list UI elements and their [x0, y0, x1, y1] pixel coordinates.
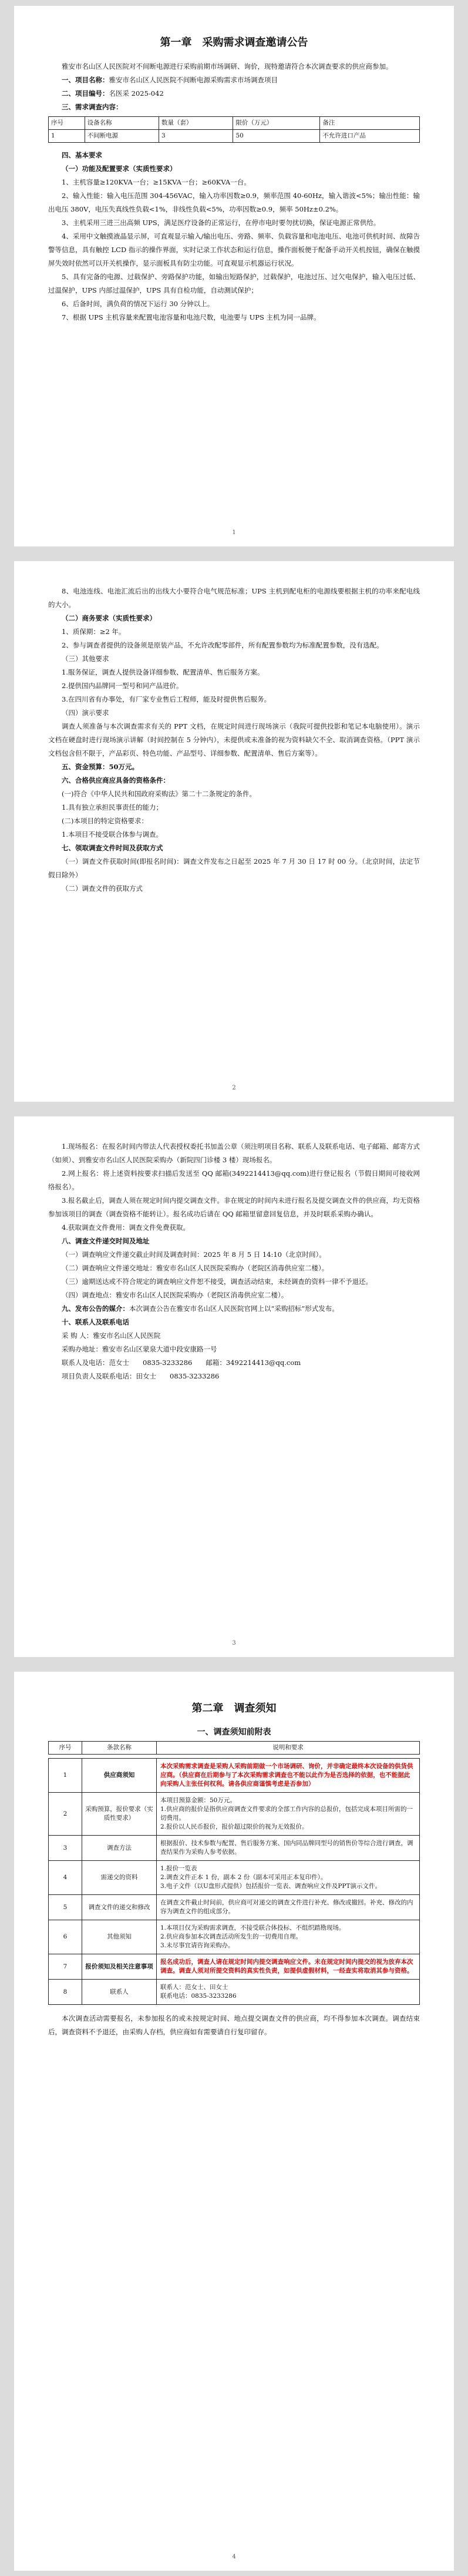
project-name: 雅安市名山区人民医院不间断电源采购需求市场调查项目 [109, 76, 278, 84]
demo-paragraph: 调查人须准备与本次调查需求有关的 PPT 文档，在规定时间进行现场演示（我院可提供投影和笔记本电脑使用）。演示文档在硬盘时进行现场演示讲解（时间控制在 5 分钟内），未提供或未准备的视为资料缺欠不全、取消调查资格。（PPT 演示文档包含但不限于，产品彩页、特色功能、产品型号、详细参数、配置清单、售后方案等）。 [48, 722, 420, 757]
budget-line [48, 760, 420, 774]
clause-name: 供应商须知 [82, 1759, 157, 1793]
section-heading: 七、领取调查文件时间及获取方式 [62, 844, 163, 852]
document-page-3 [14, 1116, 454, 1657]
clause-name: 采购预算，报价要求（实质性要求） [82, 1793, 157, 1836]
chapter-title: 第一章 采购需求调查邀请公告 [160, 36, 308, 49]
table-header-cell: 序号 [49, 1742, 82, 1755]
clause-description: 1.报价一览表 2.调查文件正本 1 份，副本 2 份（副本可采用正本复印件）。 3.电子文件（以U盘形式提供）包括报价一览表、调查响应文件及PPT演示文件。 [157, 1861, 420, 1895]
project-number-line [48, 87, 420, 100]
requirement-item: 3.在四川省有办事处，有厂家专业售后工程师，能及时提供售后服务。 [62, 695, 271, 703]
requirement-item: 2.提供国内品牌同一型号和同产品进价。 [62, 682, 183, 690]
clause-name: 需递交的资料 [82, 1861, 157, 1895]
clause-description: 根据报价、技术参数与配置、售后服务方案、国内同品牌同型号的销售价等综合进行调查，调查结果作为采购人参考依据。 [157, 1836, 420, 1861]
subsection-heading: （四）演示要求 [62, 709, 109, 717]
section-heading: 八、调查文件递交时间及地址 [62, 1237, 150, 1245]
requirement-item: 1、质保期：≥2 年。 [62, 628, 126, 636]
row-number: 7 [49, 1954, 82, 1980]
table-header-cell: 序号 [49, 117, 85, 130]
table-row [49, 130, 420, 143]
requirement-item: 3、主机采用三进三出高频 UPS，满足医疗设备的正常运行，在停市电时要勿扰切换，保证电源正常供给。 [62, 219, 381, 227]
table-row [49, 1861, 420, 1895]
section-label: 二、项目编号： [62, 89, 109, 98]
table-cell: 50 [233, 130, 320, 143]
requirement-item: 2、参与调查者提供的设备须是原装产品，不允许改配零部件，所有配置参数均为标准配置参数，没有选配。 [62, 641, 383, 649]
requirement-item: 7、根据 UPS 主机容量来配置电池容量和电池尺数，电池要与 UPS 主机为同一品牌。 [62, 313, 321, 321]
contact-item: 联系人及电话：范女士 0835-3233286 邮箱：3492214413@qq.com [62, 1359, 301, 1367]
footer-note: 本次调查活动需要报名，未参加报名的或未按规定时间、地点提交调查文件的供应商，均不得参加本次调查。调查结束后，调查资料不予退还，由采购人存档，供应商如有需要请自行复印留存。 [48, 2014, 420, 2036]
intro-paragraph: 雅安市名山区人民医院对不间断电源进行采购前期市场调研、询价，现特邀请符合本次调查要求的供应商参加。 [62, 62, 393, 71]
registration-item: 4.获取调查文件费用：调查文件免费获取。 [62, 1223, 190, 1232]
section-label: 一、项目名称： [62, 76, 109, 84]
table-header-cell: 数量（套） [159, 117, 233, 130]
table-row [49, 1759, 420, 1793]
table-row [49, 1980, 420, 2005]
qualification-item: (二)本项目的特定资格要求： [62, 817, 148, 825]
table-cell: 3 [159, 130, 233, 143]
clause-description: 报名成功后，调查人请在规定时间内提交调查响应文件。未在规定时间内提交的视为放弃本次调查。调查人须对所提交资料的真实性负责，如提供虚假材料，一经查实将取消其参与资格。 [157, 1954, 420, 1980]
chapter-title: 第二章 调查须知 [191, 1702, 277, 1715]
row-number: 1 [49, 1759, 82, 1793]
media-line [48, 1302, 420, 1316]
clause-name: 其他须知 [82, 1920, 157, 1954]
requirement-item: 1、主机容量≥120KVA一台；≥15KVA一台；≥60KVA一台。 [62, 178, 251, 186]
row-number: 4 [49, 1861, 82, 1895]
document-page-2 [14, 561, 454, 1102]
row-number: 8 [49, 1980, 82, 2005]
requirement-item: 2、输入性能：输入电压范围 304-456VAC，输入功率因数≥0.9，频率范围 40-60Hz，输入谐波<5%；输出性能：输出电压 380V，电压失真线性负载<1%，非线性负载<5%，功率因数≥0.9，频率 50Hz±0.2%。 [48, 192, 420, 213]
delivery-item: （一）调查响应文件递交截止时间及调查时间：2025 年 8 月 5 日 14:10（北京时间）。 [62, 1250, 326, 1259]
clause-description: 1.本项目仅为采购需求调查，不接受联合体投标、不组织踏勘现场。 2.供应商参加本次调查活动所发生的一切费用自理。 3.未尽事宜请咨询采购办。 [157, 1920, 420, 1954]
time-item: （二）调查文件的获取方式 [62, 884, 143, 893]
table-row [49, 1836, 420, 1861]
row-number: 2 [49, 1793, 82, 1836]
contact-item: 采购办地址：雅安市名山区蒙泉大道中段安康路一号 [62, 1345, 217, 1353]
section-heading: 十、联系人及联系电话 [62, 1318, 129, 1326]
project-number: 名医采 2025-042 [109, 89, 164, 98]
requirement-item: 8、电池连线、电池汇流后出的出线大小要符合电气规范标准；UPS 主机到配电柜的电源线要根据主机的功率来配电线的大小。 [48, 587, 420, 609]
section-label: 五、资金预算： [62, 763, 109, 771]
clause-name: 联系人 [82, 1980, 157, 2005]
clause-description: 本次采购需求调查是采购人采购前期做一个市场调研、询价，并非确定最终本次设备的供货供应商。（供应商在后期参与了本次采购需求调查也不能以此作为是否选择的依据，也不能据此向采购人主张任何权利。请各供应商谨慎考虑是否参加） [157, 1759, 420, 1793]
table-row [49, 1920, 420, 1954]
notice-detail-table [48, 1758, 420, 2005]
registration-item: 1.现场报名：在报名时间内带法人代表授权委托书加盖公章（须注明项目名称、联系人及联系电话、电子邮箱、邮寄方式（如须）、到雅安市名山区人民医院采购办（新院四门诊楼 3 楼）现场报名。 [48, 1142, 420, 1164]
table-header-row [49, 117, 420, 130]
notice-table [48, 1741, 420, 1755]
delivery-item: （三）逾期送达或不符合规定的调查响应文件恕不接受，调查活动结束，未经调查的资料一律不予退还。 [62, 1277, 372, 1286]
table-header-cell: 备注 [320, 117, 420, 130]
media-value: 本次调查公告在雅安市名山区人民医院官网上以“采购招标”形式发布。 [129, 1304, 339, 1313]
clause-name: 调查文件的递交和修改 [82, 1895, 157, 1920]
table-header-cell: 设备名称 [85, 117, 159, 130]
table-header-row [49, 1742, 420, 1755]
contact-item: 项目负责人及联系电话：田女士 0835-3233286 [62, 1372, 220, 1380]
clause-name: 调查方法 [82, 1836, 157, 1861]
qualification-item: 1.具有独立承担民事责任的能力； [62, 803, 163, 811]
time-item: （一）调查文件获取时间(即报名时间)：调查文件发布之日起至 2025 年 7 月 30 日 17 时 00 分。（北京时间，法定节假日除外） [48, 857, 420, 879]
document-page-1 [14, 6, 454, 546]
document-page-4 [14, 1672, 454, 2571]
budget-value: 50万元。 [109, 763, 139, 771]
page-number: 3 [232, 1640, 236, 1646]
table-row [49, 1793, 420, 1836]
table-row [49, 1954, 420, 1980]
registration-item: 2.网上报名：将上述资料按要求扫描后发送至 QQ 邮箱(3492214413@qq.com)进行登记报名（节假日期间可接收网络报名）。 [48, 1169, 420, 1191]
subsection-heading: （三）其他要求 [62, 655, 109, 663]
delivery-item: （二）调查响应文件递交地址：雅安市名山区人民医院采购办（老院区消毒供应室二楼）。 [62, 1264, 329, 1272]
row-number: 6 [49, 1920, 82, 1954]
table-header-cell: 条款名称 [82, 1742, 157, 1755]
table-header-cell: 限价（万元） [233, 117, 320, 130]
section-label: 九、发布公告的媒介： [62, 1304, 129, 1313]
row-number: 5 [49, 1895, 82, 1920]
table-cell: 不间断电源 [85, 130, 159, 143]
requirement-item: 4、采用中文触摸液晶显示屏，可直观显示输入/输出电压、旁路、频率、负载容量和电池电压、电池可供机时间、故障告警等信息，具有触控 LCD 指示的操作界面，实时记录工作状态和运行信息，操作面板便于配备手动开关机按钮，确保在触摸屏失效时依然可以开关机操作，显示面板具有防尘功能。可直观显示机器运行状况。 [48, 232, 420, 267]
table-cell: 1 [49, 130, 85, 143]
qualification-item: (一)符合《中华人民共和国政府采购法》第二十二条规定的条件。 [62, 790, 256, 798]
table-header-cell: 说明和要求 [157, 1742, 420, 1755]
requirement-item: 1.服务保证，调查人提供设备详细参数、配置清单、售后服务方案。 [62, 668, 264, 676]
requirement-item: 5、具有完备的电源、过载保护、旁路保护功能，如输出短路保护，过载保护，电池过压、过欠电保护，输入电压过低、过温保护，UPS 内部过温保护，UPS 具有自检功能，自动测试保护； [48, 273, 420, 294]
clause-description: 本项目预算金额：50万元。 1.供应商的报价是指供应商调查文件要求的全部工作内容的总报价，包括完成本项目所需的一切费用。 2.报价以人民币报价，报价超过限价的视为无效报价。 [157, 1793, 420, 1836]
project-name-line [48, 73, 420, 87]
page-number: 1 [232, 529, 236, 536]
requirement-table [48, 116, 420, 143]
table-title: 一、调查须知前附表 [197, 1728, 271, 1737]
registration-item: 3.报名截止后，调查人须在规定时间内提交调查文件。非在规定的时间内未进行报名及提交调查文件的供应商，均无资格参加该项目的调查（调查资格不能转让）。报名成功后请在 QQ 邮箱里留意回复信息，并及时联系采购办确认。 [48, 1196, 420, 1218]
subsection-heading: （一）功能及配置要求（实质性要求） [62, 165, 177, 173]
subsection-heading: （二）商务要求（实质性要求） [62, 614, 156, 622]
clause-name: 报价须知及相关注意事项 [82, 1954, 157, 1980]
delivery-item: （四）调查地点：雅安市名山区人民医院采购办（老院区消毒供应室二楼）。 [62, 1291, 288, 1299]
page-number: 4 [232, 2554, 236, 2560]
requirement-item: 6、后备时间，满负荷的情况下运行 30 分钟以上。 [62, 300, 214, 308]
section-heading: 六、合格供应商应具备的资格条件： [62, 776, 170, 784]
clause-description: 在调查文件截止时间前，供应商可对递交的调查文件进行补充、修改或撤回。补充、修改的内容为调查文件的组成部分。 [157, 1895, 420, 1920]
qualification-item: 1.本项目不接受联合体参与调查。 [62, 830, 163, 838]
table-row [49, 1895, 420, 1920]
page-number: 2 [232, 1085, 236, 1091]
row-number: 3 [49, 1836, 82, 1861]
clause-description: 联系人：范女士、田女士 联系电话：0835-3233286 [157, 1980, 420, 2005]
table-cell: 不允许进口产品 [320, 130, 420, 143]
section-heading: 四、基本要求 [62, 151, 102, 159]
section-heading: 三、需求调查内容： [62, 103, 123, 111]
contact-item: 采 购 人：雅安市名山区人民医院 [62, 1331, 161, 1340]
